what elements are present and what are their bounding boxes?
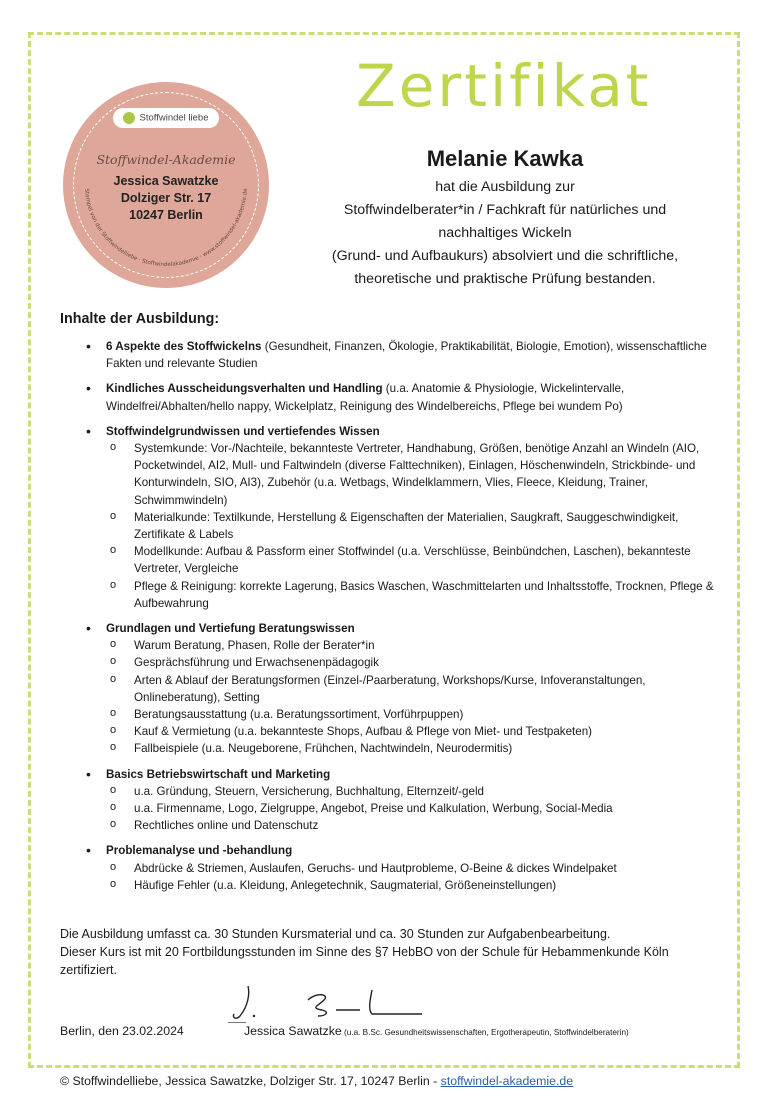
sub-list-item: o Pflege & Reinigung: korrekte Lagerung, Basics Waschen, Waschmittelarten und Inhaltsstoffe, Trocknen, Pflege & Aufbewahrung (134, 578, 720, 612)
seal-academy-name: Stoffwindel-Akademie (96, 152, 236, 167)
sub-list-item: o Gesprächsführung und Erwachsenenpädagogik (134, 654, 720, 671)
list-item: • 6 Aspekte des Stoffwickelns (Gesundheit, Finanzen, Ökologie, Praktikabilität, Biologie, Emotion), wissenschaftliche Fakten und relevante Studien (106, 338, 720, 372)
statement-line3: (Grund- und Aufbaukurs) absolviert und die schriftliche, (331, 248, 679, 264)
sub-list-item: o Fallbeispiele (u.a. Neugeborene, Frühchen, Nachtwindeln, Neurodermitis) (134, 740, 720, 757)
sub-list-item: o Kauf & Vermietung (u.a. bekannteste Shops, Aufbau & Pflege von Miet- und Testpaketen) (134, 723, 720, 740)
contents-heading: Inhalte der Ausbildung: (60, 311, 220, 327)
summary-line2: Dieser Kurs ist mit 20 Fortbildungsstunden im Sinne des §7 HebBO von der Schule für Hebammenkunde Köln zertifiziert. (60, 945, 669, 977)
seal-street: Dolziger Str. 17 (120, 191, 212, 205)
sub-list-item: o Warum Beratung, Phasen, Rolle der Berater*in (134, 637, 720, 654)
sub-list-item: o u.a. Firmenname, Logo, Zielgruppe, Angebot, Preise und Kalkulation, Werbung, Social-Media (134, 800, 720, 817)
seal-city: 10247 Berlin (129, 208, 203, 222)
course-name-line2: nachhaltiges Wickeln (438, 225, 572, 241)
sub-list-item: o Abdrücke & Striemen, Auslaufen, Geruchs- und Hautprobleme, O-Beine & dickes Windelpaket (134, 860, 720, 877)
recipient-name: Melanie Kawka (426, 146, 584, 171)
sub-list-item: o Modellkunde: Aufbau & Passform einer Stoffwindel (u.a. Verschlüsse, Beinbündchen, Laschen), bekannteste Vertreter, Vergleiche (134, 543, 720, 577)
list-item: • Basics Betriebswirtschaft und Marketing o u.a. Gründung, Steuern, Versicherung, Buchhaltung, Elternzeit/-geld o u.a. Firmenname, Logo, Zielgruppe, Angebot, Preise und Kalkulation, Werbung, Social-Media o Rechtliches online und Datenschutz (106, 766, 720, 835)
signature-line (228, 1022, 246, 1023)
svg-text:Stempel von der Stoffwindellie: Stempel von der Stoffwindelliebe · Stoffwindelakademie · www.stoffwindel-akademie.de (83, 188, 249, 269)
list-item: • Grundlagen und Vertiefung Beratungswissen o Warum Beratung, Phasen, Rolle der Berater*in o Gesprächsführung und Erwachsenenpädagogik o Arten & Ablauf der Beratungsformen (Einzel-/Paarberatung, Workshops/Kurse, Infoveranstaltungen, Onlineberatung), Setting o Beratungsausstattung (u.a. Beratungssortiment, Vorführpuppen) o Kauf & Vermietung (u.a. bekannteste Shops, Aufbau & Pflege von Miet- und Testpaketen) o Fallbeispiele (u.a. Neugeborene, Frühchen, Nachtwindeln, Neurodermitis) (106, 620, 720, 758)
course-name-line1: Stoffwindelberater*in / Fachkraft für natürliches und (343, 202, 667, 218)
list-item: • Problemanalyse und -behandlung o Abdrücke & Striemen, Auslaufen, Geruchs- und Hautprobleme, O-Beine & dickes Windelpaket o Häufige Fehler (u.a. Kleidung, Anlegetechnik, Saugmaterial, Größeneinstellungen) (106, 842, 720, 894)
signer-name: Jessica Sawatzke (u.a. B.Sc. Gesundheitswissenschaften, Ergotherapeutin, Stoffwindelberaterin) (244, 1024, 629, 1038)
sub-list-item: o Materialkunde: Textilkunde, Herstellung & Eigenschaften der Materialien, Saugkraft, Sauggeschwindigkeit, Zertifikate & Labels (134, 509, 720, 543)
handwritten-signature (226, 982, 426, 1026)
sub-list-item: o Beratungsausstattung (u.a. Beratungssortiment, Vorführpuppen) (134, 706, 720, 723)
certificate-title: Zertifikat (356, 52, 652, 120)
seal-person: Jessica Sawatzke (113, 174, 219, 188)
sub-list-item: o Rechtliches online und Datenschutz (134, 817, 720, 834)
copyright-footer: © Stoffwindelliebe, Jessica Sawatzke, Dolziger Str. 17, 10247 Berlin - stoffwindel-akademie.de (60, 1074, 574, 1088)
sub-list-item: o Systemkunde: Vor-/Nachteile, bekannteste Vertreter, Handhabung, Größen, benötige Anzahl an Windeln (AIO, Pocketwindel, AI2, Mull- und Faltwindeln (diverse Falttechniken), Einlagen, Höschenwindeln, Strickbinde- und Konturwindeln, SIO, AI3), Zubehör (u.a. Wetbags, Windelklammern, Vlies, Fleece, Kleidung, Trainer, Schwimmwindeln) (134, 440, 720, 509)
course-summary (60, 925, 720, 979)
summary-line1: Die Ausbildung umfasst ca. 30 Stunden Kursmaterial und ca. 30 Stunden zur Aufgabenbearbeitung. (60, 927, 611, 941)
seal-logo: Stoffwindel liebe (113, 108, 218, 128)
statement-line1: hat die Ausbildung zur (435, 179, 575, 195)
sub-list-item: o Häufige Fehler (u.a. Kleidung, Anlegetechnik, Saugmaterial, Größeneinstellungen) (134, 877, 720, 894)
academy-seal (63, 82, 269, 288)
statement-line4: theoretische und praktische Prüfung bestanden. (354, 271, 656, 287)
contents-list (60, 338, 720, 902)
sub-list-item: o u.a. Gründung, Steuern, Versicherung, Buchhaltung, Elternzeit/-geld (134, 783, 720, 800)
website-link[interactable]: stoffwindel-akademie.de (440, 1074, 574, 1088)
list-item: • Stoffwindelgrundwissen und vertiefendes Wissen o Systemkunde: Vor-/Nachteile, bekannteste Vertreter, Handhabung, Größen, benötige Anzahl an Windeln (AIO, Pocketwindel, AI2, Mull- und Faltwindeln (diverse Falttechniken), Einlagen, Höschenwindeln, Strickbinde- und Konturwindeln, SIO, AI3), Zubehör (u.a. Wetbags, Windelklammern, Vlies, Fleece, Kleidung, Trainer, Schwimmwindeln) o Materialkunde: Textilkunde, Herstellung & Eigenschaften der Materialien, Saugkraft, Sauggeschwindigkeit, Zertifikate & Labels o Modellkunde: Aufbau & Passform einer Stoffwindel (u.a. Verschlüsse, Beinbündchen, Laschen), bekannteste Vertreter, Vergleiche o Pflege & Reinigung: korrekte Lagerung, Basics Waschen, Waschmittelarten und Inhaltsstoffe, Trocknen, Pflege & Aufbewahrung (106, 423, 720, 612)
diaper-logo-icon (123, 112, 135, 124)
sub-list-item: o Arten & Ablauf der Beratungsformen (Einzel-/Paarberatung, Workshops/Kurse, Infoveranstaltungen, Onlineberatung), Setting (134, 672, 720, 706)
place-and-date: Berlin, den 23.02.2024 (60, 1024, 184, 1038)
list-item: • Kindliches Ausscheidungsverhalten und Handling (u.a. Anatomie & Physiologie, Wickelintervalle, Windelfrei/Abhalten/hello nappy, Wickelplatz, Reinigung des Windelbereichs, Pflege bei wundem Po) (106, 380, 720, 414)
